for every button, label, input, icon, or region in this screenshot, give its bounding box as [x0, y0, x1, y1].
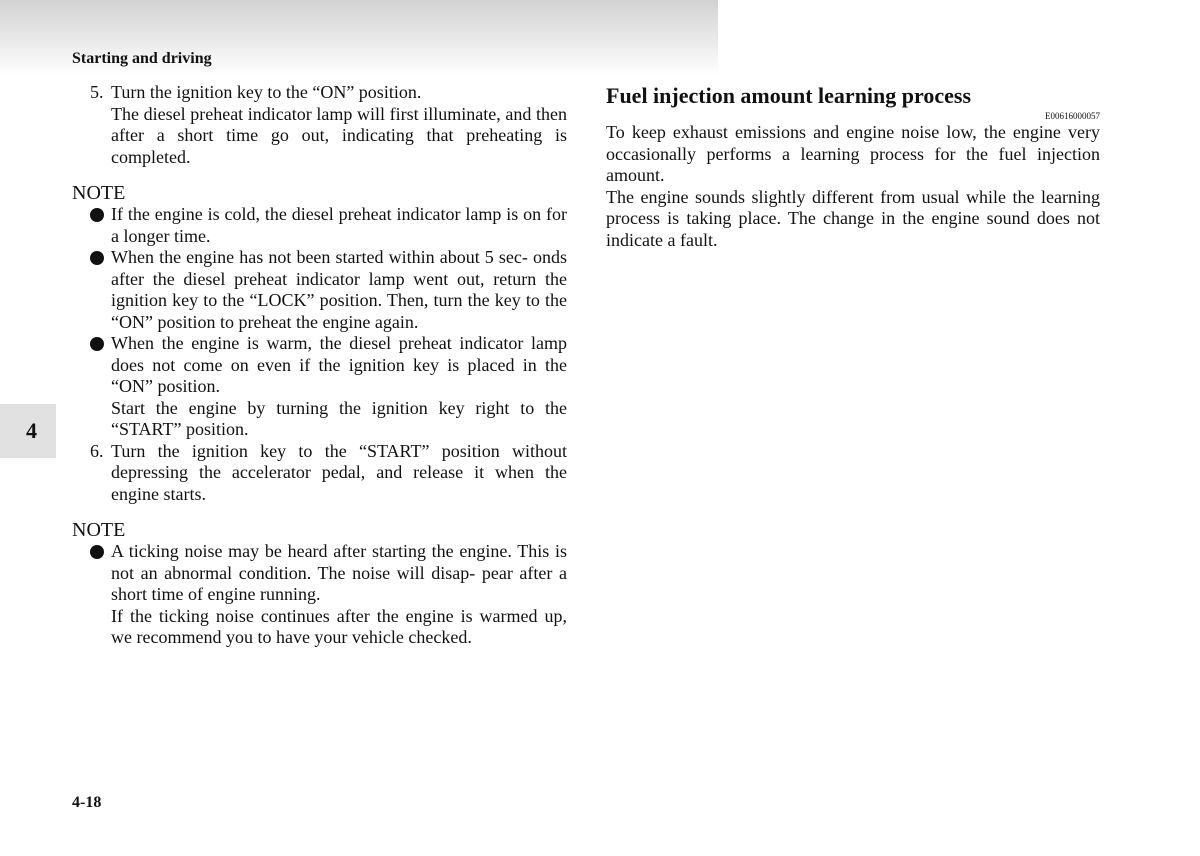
step-number: 6.	[90, 440, 104, 461]
chapter-number: 4	[26, 418, 37, 443]
note-text: If the engine is cold, the diesel preheat indicator lamp is on for a longer time.	[111, 204, 567, 246]
left-column	[72, 82, 567, 649]
bullet-icon	[90, 208, 104, 222]
section-heading: Fuel injection amount learning process	[606, 83, 972, 108]
body-paragraph: To keep exhaust emissions and engine noise low, the engine very occasionally performs a learning process for the fuel injection amount.	[606, 122, 1100, 185]
step-detail: The diesel preheat indicator lamp will first illuminate, and then after a short time go out, indicating that preheating is completed.	[111, 103, 567, 167]
body-paragraph: The engine sounds slightly different from usual while the learning process is taking place. The change in the engine sound does not indicate a fault.	[606, 186, 1100, 250]
section-title: Starting and driving	[72, 50, 212, 67]
bullet-icon	[90, 545, 104, 559]
step-text: Turn the ignition key to the “ON” position.	[111, 82, 422, 102]
note-item	[72, 247, 567, 333]
note-extra: Start the engine by turning the ignition key right to the “START” position.	[111, 397, 567, 439]
note-text: When the engine has not been started within about 5 sec- onds after the diesel preheat indicator lamp went out, return the ignition key to the “LOCK” position. Then, turn the key to the “ON” position to preheat the engine again.	[111, 247, 567, 332]
step-5	[72, 82, 567, 168]
note-text: A ticking noise may be heard after starting the engine. This is not an abnormal condition. The noise will disap- pear after a short time of engine running.	[111, 541, 567, 604]
step-number: 5.	[90, 82, 104, 102]
right-column	[606, 82, 1100, 251]
step-6	[72, 441, 567, 506]
note-list	[72, 541, 567, 649]
note-text: When the engine is warm, the diesel preheat indicator lamp does not come on even if the ignition key is placed in the “ON” position.	[111, 333, 567, 396]
note-list	[72, 204, 567, 441]
step-text: Turn the ignition key to the “START” position without depressing the accelerator pedal, and release it when the engine starts.	[111, 440, 567, 504]
note-heading: NOTE	[72, 182, 126, 204]
note-item	[72, 333, 567, 441]
bullet-icon	[90, 251, 104, 265]
reference-code: E00616000057	[1045, 111, 1100, 121]
note-extra: If the ticking noise continues after the engine is warmed up, we recommend you to have your vehicle checked.	[111, 605, 567, 647]
note-heading: NOTE	[72, 519, 126, 541]
page-number: 4-18	[72, 794, 102, 811]
bullet-icon	[90, 337, 104, 351]
note-item	[72, 541, 567, 649]
note-item	[72, 204, 567, 247]
